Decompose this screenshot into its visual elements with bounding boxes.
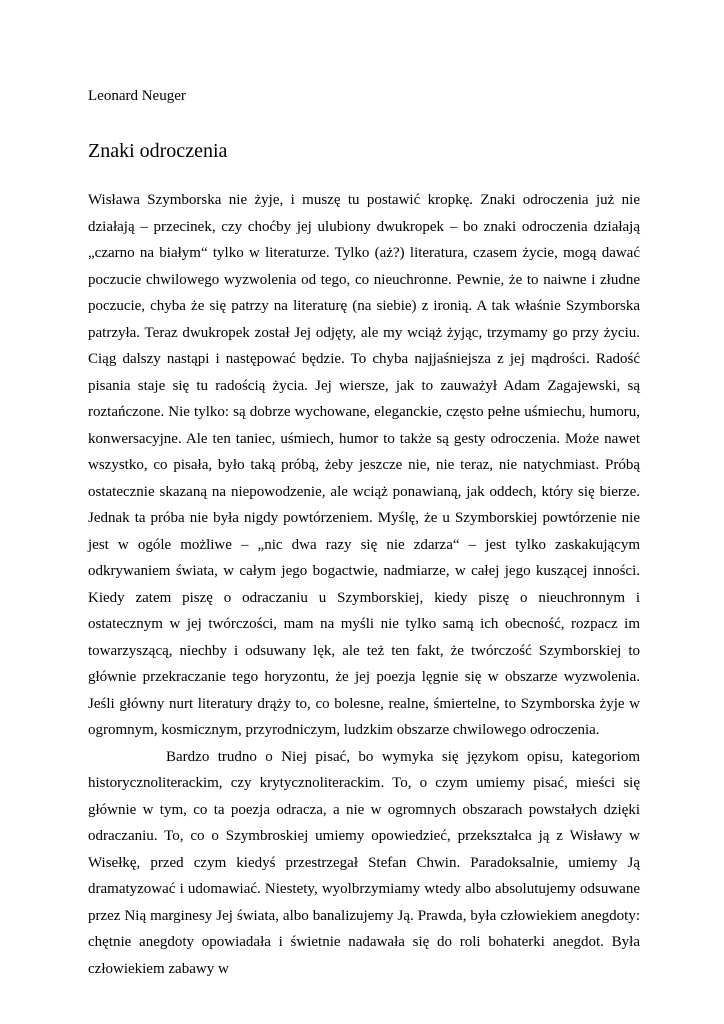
- author-name: Leonard Neuger: [88, 88, 186, 104]
- document-page: [88, 0, 640, 1024]
- paragraph-2: Bardzo trudno o Niej pisać, bo wymyka się językom opisu, kategoriom historycznoliterackim, czy krytycznoliterackim. To, o czym umiemy pisać, mieści się głównie w tym, co ta poezja odracza, a nie w ogromnych obszarach powstałych dzięki odraczaniu. To, co o Szymbroskiej umiemy opowiedzieć, przekształca ją z Wisławy w Wisełkę, przed czym kiedyś przestrzegał Stefan Chwin. Paradoksalnie, umiemy Ją dramatyzować i udomawiać. Niestety, wyolbrzymiamy wtedy albo absolutujemy odsuwane przez Nią marginesy Jej świata, albo banalizujemy Ją. Prawda, była człowiekiem anegdoty: chętnie anegdoty opowiadała i świetnie nadawała się do roli bohaterki anegdot. Była człowiekiem zabawy w: [88, 748, 640, 977]
- document-title: Znaki odroczenia: [88, 140, 228, 162]
- paragraph-1: Wisława Szymborska nie żyje, i muszę tu postawić kropkę. Znaki odroczenia już nie działają – przecinek, czy choćby jej ulubiony dwukropek – bo znaki odroczenia działają „czarno na białym“ tylko w literaturze. Tylko (aż?) literatura, czasem życie, mogą dawać poczucie chwilowego wyzwolenia od tego, co nieuchronne. Pewnie, że to naiwne i złudne poczucie, chyba że się patrzy na literaturę (na siebie) z ironią. A tak właśnie Szymborska patrzyła. Teraz dwukropek został Jej odjęty, ale my wciąż żyjąc, trzymamy go przy życiu. Ciąg dalszy nastąpi i następować będzie. To chyba najjaśniejsza z jej mądrości. Radość pisania staje się tu radością życia. Jej wiersze, jak to zauważył Adam Zagajewski, są roztańczone. Nie tylko: są dobrze wychowane, eleganckie, często pełne uśmiechu, humoru, konwersacyjne. Ale ten taniec, uśmiech, humor to także są gesty odroczenia. Może nawet wszystko, co pisała, było taką próbą, żeby jeszcze nie, nie teraz, nie natychmiast. Próbą ostatecznie skazaną na niepowodzenie, ale wciąż ponawianą, jak oddech, który się bierze. Jednak ta próba nie była nigdy powtórzeniem. Myślę, że u Szymborskiej powtórzenie nie jest w ogóle możliwe – „nic dwa razy się nie zdarza“ – jest tylko zaskakującym odkrywaniem świata, w całym jego bogactwie, nadmiarze, w całej jego kuszącej inności. Kiedy zatem piszę o odraczaniu u Szymborskiej, kiedy piszę o nieuchronnym i ostatecznym w jej twórczości, mam na myśli nie tylko samą ich obecność, rozpacz im towarzyszącą, niechby i odsuwany lęk, ale też ten fakt, że twórczość Szymborskiej to głównie przekraczanie tego horyzontu, że jej poezja lęgnie się w obszarze wyzwolenia. Jeśli główny nurt literatury drąży to, co bolesne, realne, śmiertelne, to Szymborska żyje w ogromnym, kosmicznym, przyrodniczym, ludzkim obszarze chwilowego odroczenia.: [88, 192, 640, 738]
- body-text: [88, 187, 640, 982]
